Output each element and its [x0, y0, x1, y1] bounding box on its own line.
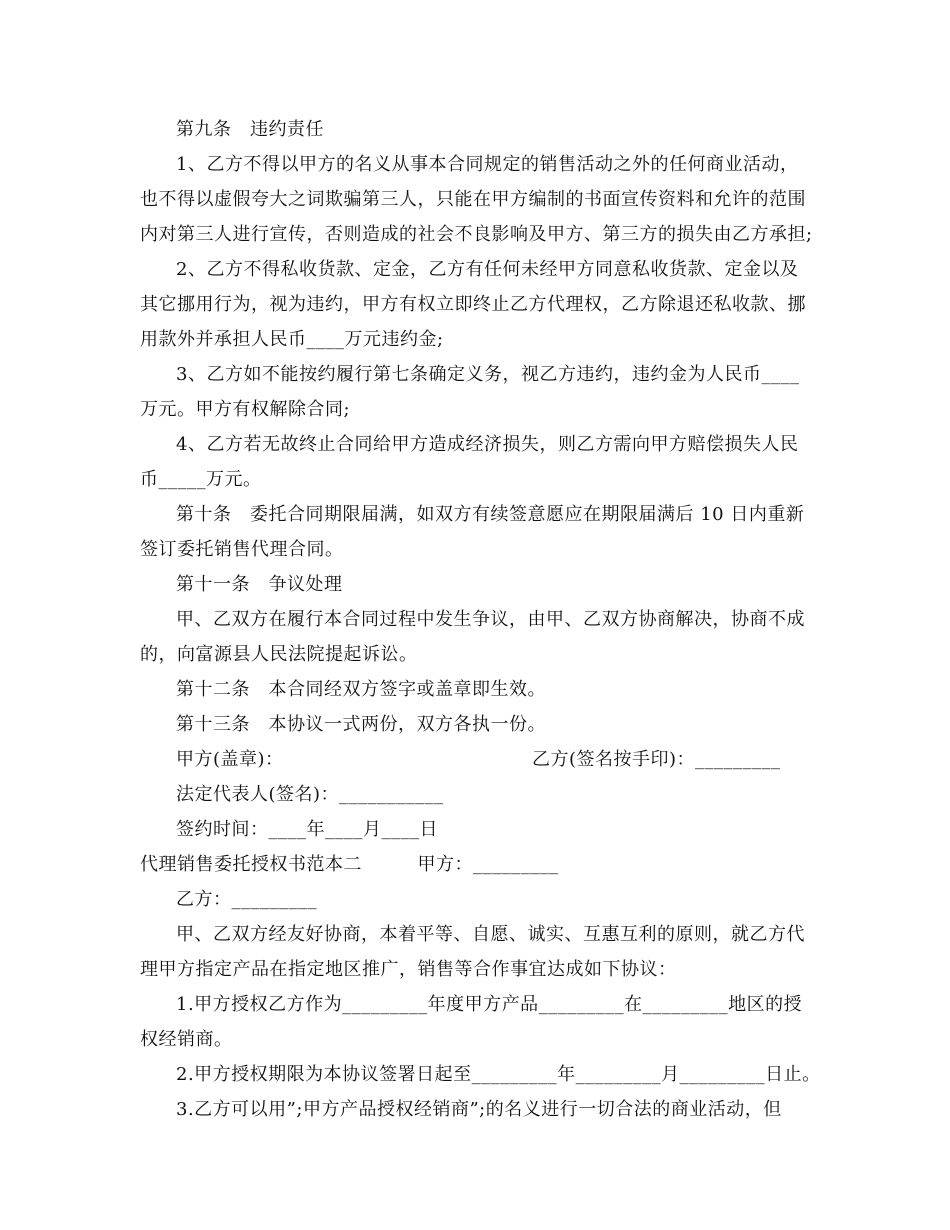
- paragraph-line: 内对第三人进行宣传，否则造成的社会不良影响及甲方、第三方的损失由乙方承担;: [140, 224, 813, 245]
- article-13: 第十三条 本协议一式两份，双方各执一份。: [176, 714, 546, 735]
- paragraph-line: 用款外并承担人民币____万元违约金;: [140, 329, 444, 350]
- paragraph-line: 签订委托销售代理合同。: [140, 539, 344, 560]
- paragraph-line: 币_____万元。: [140, 469, 262, 490]
- legal-representative-signature: 法定代表人(签名)：___________: [176, 784, 444, 805]
- paragraph-line: 2、乙方不得私收货款、定金，乙方有任何未经甲方同意私收货款、定金以及: [176, 259, 799, 280]
- paragraph-line: 理甲方指定产品在指定地区推广，销售等合作事宜达成如下协议：: [140, 959, 677, 980]
- party-b-signature: 乙方(签名按手印)：_________: [532, 749, 781, 770]
- paragraph-line: 也不得以虚假夸大之词欺骗第三人，只能在甲方编制的书面宣传资料和允许的范围: [140, 189, 806, 210]
- clause-1: 1.甲方授权乙方作为_________年度甲方产品_________在_________地区的授: [176, 994, 803, 1015]
- article-10: 第十条 委托合同期限届满，如双方有续签意愿应在期限届满后 10 日内重新: [176, 504, 805, 525]
- paragraph-line: 3、乙方如不能按约履行第七条确定义务，视乙方违约，违约金为人民币____: [176, 364, 800, 385]
- article-9-heading: 第九条 违约责任: [176, 119, 324, 140]
- clause-3: 3.乙方可以用”;甲方产品授权经销商”;的名义进行一切合法的商业活动，但: [176, 1099, 782, 1120]
- article-11-heading: 第十一条 争议处理: [176, 574, 343, 595]
- paragraph-line: 权经销商。: [140, 1029, 233, 1050]
- paragraph-line: 甲、乙双方在履行本合同过程中发生争议，由甲、乙双方协商解决，协商不成: [176, 609, 805, 630]
- party-b-field: 乙方：_________: [176, 889, 317, 910]
- paragraph-line: 的，向富源县人民法院提起诉讼。: [140, 644, 418, 665]
- paragraph-line: 1、乙方不得以甲方的名义从事本合同规定的销售活动之外的任何商业活动，: [176, 154, 799, 175]
- article-12: 第十二条 本合同经双方签字或盖章即生效。: [176, 679, 546, 700]
- paragraph-line: 4、乙方若无故终止合同给甲方造成经济损失，则乙方需向甲方赔偿损失人民: [176, 434, 799, 455]
- paragraph-line: 万元。甲方有权解除合同;: [140, 399, 351, 420]
- paragraph-line: 其它挪用行为，视为违约，甲方有权立即终止乙方代理权，乙方除退还私收款、挪: [140, 294, 806, 315]
- paragraph-line: 甲、乙双方经友好协商，本着平等、自愿、诚实、互惠互利的原则，就乙方代: [176, 924, 805, 945]
- clause-2: 2.甲方授权期限为本协议签署日起至_________年_________月_________日止。: [176, 1064, 821, 1085]
- signing-date: 签约时间：____年____月____日: [176, 819, 438, 840]
- party-a-seal: 甲方(盖章)：: [176, 749, 284, 770]
- template-2-title: 代理销售委托授权书范本二 甲方：_________: [140, 854, 559, 875]
